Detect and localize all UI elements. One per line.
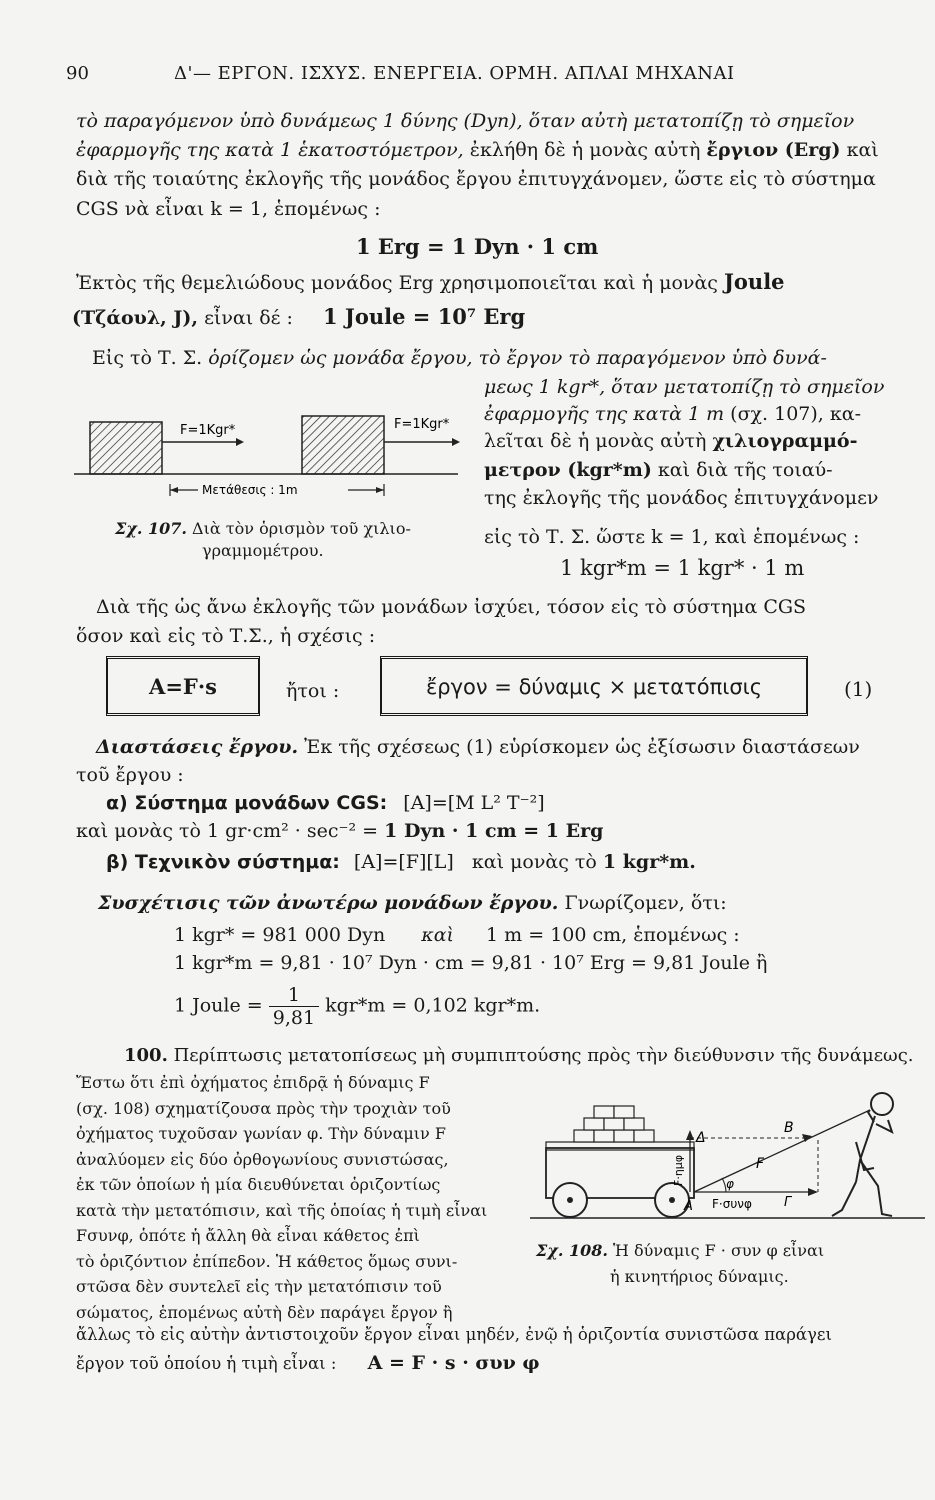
dims-line2: τοῦ ἔργου : bbox=[76, 764, 184, 786]
sec100-line: Ἔστω ὅτι ἐπὶ ὀχήματος ἐπιδρᾷ ἡ δύναμις F bbox=[76, 1073, 430, 1092]
running-title: Δ'— ΕΡΓΟΝ. ΙΣΧΥΣ. ΕΝΕΡΓΕΙΑ. ΟΡΜΗ. ΑΠΛΑΙ ΜΗΧΑΝΑΙ bbox=[174, 63, 735, 84]
sec100-line: σώματος, ἑπομένως αὐτὴ δὲν παράγει ἔργον ἢ bbox=[76, 1302, 453, 1322]
figure-107 bbox=[74, 408, 464, 504]
para3-line3: ἐφαρμογῆς της κατὰ 1 m (σχ. 107), κα- bbox=[484, 403, 862, 425]
dims-a: α) Σύστημα μονάδων CGS: [A]=[M L² T⁻²] bbox=[106, 792, 545, 814]
section-100-title: 100. Περίπτωσις μετατοπίσεως μὴ συμπιπτούσης πρὸς τὴν διεύθυνσιν τῆς δυνάμεως. bbox=[124, 1045, 914, 1066]
fig108-label-A: A bbox=[684, 1199, 693, 1214]
fig108-label-B: B bbox=[784, 1120, 794, 1136]
person-pulling bbox=[832, 1093, 893, 1216]
fig107-caption-line1: Σχ. 107. Διὰ τὸν ὁρισμὸν τοῦ χιλιο- bbox=[115, 519, 411, 538]
formula-box-right bbox=[380, 656, 808, 716]
para1-line1: τὸ παραγόμενον ὑπὸ δυνάμεως 1 δύνης (Dyn), ὅταν αὐτὴ μετατοπίζῃ τὸ σημεῖον bbox=[76, 110, 855, 132]
para1-line3: διὰ τῆς τοιαύτης ἐκλογῆς τῆς μονάδος ἔργου ἐπιτυγχάνομεν, ὥστε εἰς τὸ σύστημα bbox=[76, 168, 876, 190]
fig107-force-label-2: F=1Kgr* bbox=[394, 417, 450, 432]
fig108-label-G: Γ bbox=[784, 1195, 792, 1210]
sec100-line: ἀναλύομεν εἰς δύο ὀρθογωνίους συνιστώσας, bbox=[76, 1149, 449, 1169]
dim-arrow-left bbox=[170, 487, 178, 493]
wheel-right-hub bbox=[669, 1197, 675, 1203]
force-arrowhead-2 bbox=[452, 438, 460, 446]
sec100-line: ὀχήματος τυχοῦσαν γωνίαν φ. Τὴν δύναμιν F bbox=[76, 1124, 446, 1143]
para3-line2: μεως 1 kgr*, ὅταν μετατοπίζῃ τὸ σημεῖον bbox=[484, 376, 885, 398]
para4-line2: ὅσον καὶ εἰς τὸ Τ.Σ., ἡ σχέσις : bbox=[76, 625, 376, 647]
relation-line3: 1 Joule = $\frac{1}{9,81}$ kgr*m = 0,102 kgr*m. bbox=[174, 984, 541, 1029]
dim-arrow-right bbox=[376, 487, 384, 493]
sec100-line: ἐκ τῶν ὁποίων ἡ μία διευθύνεται ὁριζοντίως bbox=[76, 1175, 441, 1194]
block-end bbox=[302, 416, 384, 474]
sec100-full-line2: ἔργον τοῦ ὁποίου ἡ τιμὴ εἶναι : A = F · s · συν φ bbox=[76, 1352, 540, 1374]
para1-line2: ἐφαρμογῆς της κατὰ 1 ἑκατοστόμετρον, ἐκλήθη δὲ ἡ μονὰς αὐτὴ ἔργιον (Erg) καὶ bbox=[76, 139, 879, 161]
para3-line1: Εἰς τὸ Τ. Σ. ὁρίζομεν ὡς μονάδα ἔργου, τὸ ἔργον τὸ παραγόμενον ὑπὸ δυνά- bbox=[92, 347, 827, 369]
sec100-line: στῶσα δὲν συντελεῖ εἰς τὴν μετατόπισιν τοῦ bbox=[76, 1277, 442, 1296]
formula-words: ἔργον = δύναμις × μετατόπισις bbox=[425, 675, 763, 699]
formula-number: (1) bbox=[844, 677, 873, 701]
fig108-label-fsin: F·ημφ bbox=[672, 1154, 685, 1186]
sec100-line: (σχ. 108) σχηματίζουσα πρὸς τὴν τροχιὰν τοῦ bbox=[76, 1098, 451, 1118]
relation-heading-line: Συσχέτισις τῶν ἀνωτέρω μονάδων ἔργου. Γνωρίζομεν, ὅτι: bbox=[98, 892, 727, 914]
fig108-label-A-vert: Δ bbox=[696, 1130, 706, 1146]
block-start bbox=[90, 422, 162, 474]
para2-line1: Ἐκτὸς τῆς θεμελιώδους μονάδος Erg χρησιμοποιεῖται καὶ ἡ μονὰς Joule bbox=[76, 269, 785, 294]
sec100-line: Fσυνφ, ὁπότε ἡ ἄλλη θὰ εἶναι κάθετος ἐπὶ bbox=[76, 1226, 420, 1245]
relation-line1: 1 kgr* = 981 000 Dyn καὶ 1 m = 100 cm, ἑπομένως : bbox=[174, 924, 740, 946]
page-number: 90 bbox=[66, 63, 89, 84]
dims-b: β) Τεχνικὸν σύστημα: [A]=[F][L] καὶ μονὰς τὸ 1 kgr*m. bbox=[106, 851, 696, 873]
para3-line6: της ἐκλογῆς τῆς μονάδος ἐπιτυγχάνομεν bbox=[484, 487, 879, 509]
cart-load bbox=[574, 1106, 654, 1142]
fig107-caption-line2: γραμμομέτρου. bbox=[202, 541, 324, 560]
equation-erg: 1 Erg = 1 Dyn · 1 cm bbox=[356, 234, 599, 259]
fig108-caption-line2: ἡ κινητήριος δύναμις. bbox=[610, 1267, 789, 1286]
fig108-label-F: F bbox=[756, 1156, 765, 1172]
para1-line4: CGS νὰ εἶναι k = 1, ἑπομένως : bbox=[76, 198, 381, 220]
relation-line2: 1 kgr*m = 9,81 · 10⁷ Dyn · cm = 9,81 · 10⁷ Erg = 9,81 Joule ἢ bbox=[174, 952, 768, 974]
dims-line1: Διαστάσεις ἔργου. Ἐκ τῆς σχέσεως (1) εὑρίσκομεν ὡς ἐξίσωσιν διαστάσεων bbox=[96, 736, 860, 758]
section-100-body bbox=[76, 1070, 506, 1325]
formula-box-left bbox=[106, 656, 260, 716]
fig107-force-label-1: F=1Kgr* bbox=[180, 423, 236, 438]
para3-line5: μετρον (kgr*m) καὶ διὰ τῆς τοιαύ- bbox=[484, 459, 833, 481]
sec100-line: κατὰ τὴν μετατόπισιν, καὶ τῆς ὁποίας ἡ τιμὴ εἶναι bbox=[76, 1200, 488, 1220]
sec100-line: τὸ ὁριζόντιον ἐπίπεδον. Ἡ κάθετος ὅμως συνι- bbox=[76, 1251, 458, 1271]
formula-itoi: ἤτοι : bbox=[286, 680, 340, 702]
fig108-label-phi: φ bbox=[726, 1177, 734, 1191]
equation-kgrm: 1 kgr*m = 1 kgr* · 1 m bbox=[560, 556, 805, 580]
relation-fraction: $\frac{1}{9,81}$ bbox=[269, 984, 319, 1029]
horizontal-component-arrowhead bbox=[808, 1188, 818, 1196]
fig108-label-fcos: F·συνφ bbox=[712, 1197, 752, 1211]
para3-line4: λεῖται δὲ ἡ μονὰς αὐτὴ χιλιογραμμό- bbox=[484, 430, 858, 452]
fig107-displacement-label: Μετάθεσις : 1m bbox=[202, 483, 298, 497]
formula-afs: A=F·s bbox=[149, 674, 217, 699]
figure-108 bbox=[530, 1082, 925, 1232]
sec100-full-line1: ἄλλως τὸ εἰς αὐτὴν ἀντιστοιχοῦν ἔργον εἶναι μηδέν, ἐνῷ ἡ ὁριζοντία συνιστῶσα παράγει bbox=[76, 1325, 832, 1344]
dims-a2: καὶ μονὰς τὸ 1 gr·cm² · sec⁻² = 1 Dyn · 1 cm = 1 Erg bbox=[76, 820, 604, 842]
fig108-caption-line1: Σχ. 108. Ἡ δύναμις F · συν φ εἶναι bbox=[536, 1241, 825, 1260]
wheel-left-hub bbox=[567, 1197, 573, 1203]
para3-line7: εἰς τὸ Τ. Σ. ὥστε k = 1, καὶ ἑπομένως : bbox=[484, 526, 860, 548]
para4-line1: Διὰ τῆς ὡς ἄνω ἐκλογῆς τῶν μονάδων ἰσχύει, τόσον εἰς τὸ σύστημα CGS bbox=[96, 596, 807, 618]
force-arrowhead-1 bbox=[236, 438, 244, 446]
pull-rope bbox=[694, 1110, 870, 1192]
para2-line2: (Τζάουλ, J), εἶναι δέ : 1 Joule = 10⁷ Erg bbox=[72, 304, 526, 329]
